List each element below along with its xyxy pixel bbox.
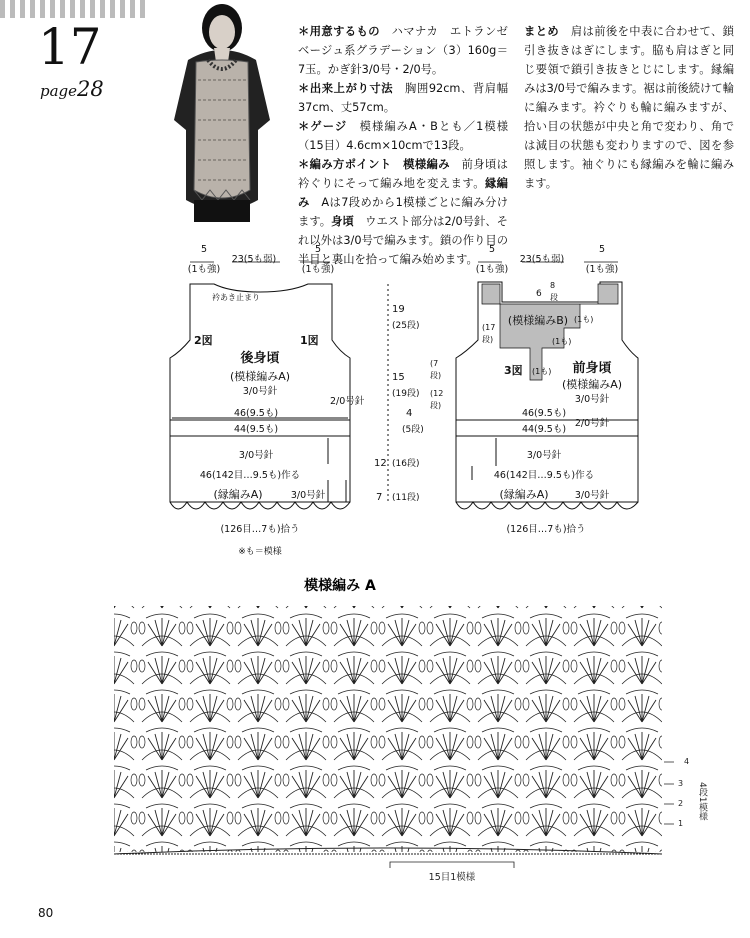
finish-heading: まとめ	[524, 25, 560, 38]
front-title: 前身頃	[572, 361, 612, 376]
back-width-44: 44(9.5も)	[233, 424, 279, 435]
edge-text: Aは7段めから1模様ごとに編み分けます。	[298, 196, 508, 228]
size-heading: ＊出来上がり寸法	[298, 82, 394, 95]
back-edging: (縁編みA)	[213, 488, 263, 501]
front-17: (17	[482, 323, 496, 332]
text-column-2	[524, 22, 734, 193]
back-needle-label: 3/0号針	[242, 386, 278, 397]
height-19-rows: (25段)	[392, 321, 420, 331]
back-width-46: 46(9.5も)	[233, 408, 279, 419]
back-fig2-label: 2図	[194, 334, 213, 347]
front-width-44: 44(9.5も)	[521, 424, 567, 435]
back-top-right-width: 5	[314, 244, 322, 255]
front-top-left-width: 5	[488, 244, 496, 255]
front-pick-up: (126目…7も)拾う	[506, 524, 586, 535]
back-pick-up: (126目…7も)拾う	[220, 524, 300, 535]
back-top-right-note: (1も強)	[301, 264, 335, 275]
front-1m-c: (1も)	[532, 367, 552, 376]
page-reference: page28	[40, 77, 104, 101]
front-edging-needle: 3/0号針	[574, 490, 610, 501]
gauge-heading: ＊ゲージ	[298, 120, 348, 133]
chart-row-4: 4	[684, 757, 690, 766]
front-17-rows: 段)	[482, 335, 494, 344]
finish-text: 肩は前後を中表に合わせて、鎖引き抜きはぎにします。脇も肩はぎと同じ要領で鎖引き抜きとじにします。縁編みは3/0号で編みます。裾は前後続けて輪に編みます。衿ぐりも輪に編みますが、拾い目の状態が中央と角で変わり、角では減目の状態も変わりますので、図を参照します。袖ぐりにも縁編みを輪に編みます。	[524, 25, 734, 190]
front-8: 8	[550, 281, 556, 290]
chart-stitch-repeat: 15目1模様	[428, 872, 476, 883]
back-fig1-label: 1図	[300, 334, 319, 347]
materials-heading: ＊用意するもの	[298, 25, 380, 38]
neck-stop-label: 衿あき止まり	[212, 293, 260, 302]
height-7: 7	[376, 492, 383, 503]
front-top-center-width: 23(5も弱)	[519, 254, 565, 265]
back-needle20-label: 2/0号針	[330, 396, 365, 407]
body-text: ウエスト部分は2/0号針、それ以外は3/0号で編みます。鎖の作り目の半目と裏山を拾って編み始めます。	[298, 215, 508, 266]
back-top-left-note: (1も強)	[187, 264, 221, 275]
front-top-right-width: 5	[598, 244, 606, 255]
edge-heading: 縁編み	[298, 177, 508, 209]
front-12-rows: 段)	[430, 401, 442, 410]
front-needle20-label: 2/0号針	[574, 418, 610, 429]
height-4-rows: (5段)	[402, 425, 424, 435]
chart-row-3: 3	[678, 779, 684, 788]
front-cast-on: 46(142目…9.5も)作る	[493, 470, 595, 481]
front-width-46: 46(9.5も)	[521, 408, 567, 419]
back-title: 後身頃	[240, 351, 280, 366]
model-photo	[158, 0, 286, 222]
height-12: 12	[374, 458, 387, 469]
chart-title: 模様編み A	[304, 578, 376, 594]
front-7-rows: 段)	[430, 371, 442, 380]
height-15-rows: (19段)	[392, 389, 420, 399]
size-text: 胸囲92cm、背肩幅37cm、丈57cm。	[298, 82, 508, 114]
back-edging-needle: 3/0号針	[290, 490, 326, 501]
height-15: 15	[392, 372, 405, 383]
front-pattern-label: (模様編みA)	[561, 378, 623, 391]
back-cast-on: 46(142目…9.5も)作る	[199, 470, 301, 481]
front-shoulder-6: 6	[536, 289, 542, 299]
motif-note: ※も＝模様	[238, 547, 282, 557]
back-waist-needle: 3/0号針	[238, 450, 274, 461]
back-top-center-width: 23(5も弱)	[231, 254, 277, 265]
height-4: 4	[406, 408, 413, 419]
front-8-rows: 段	[550, 293, 558, 302]
chart-row-repeat: 4段1模様	[697, 782, 707, 821]
points-subheading: 模様編み	[403, 158, 450, 171]
front-fig3-label: 3図	[504, 364, 523, 377]
chart-row-2: 2	[678, 799, 684, 808]
front-7: (7	[430, 359, 439, 368]
height-12-rows: (16段)	[392, 459, 420, 469]
pattern-b-label: (模様編みB)	[507, 314, 569, 327]
points-heading: ＊編み方ポイント	[298, 158, 392, 171]
schematic-diagram	[160, 240, 640, 560]
height-7-rows: (11段)	[392, 493, 420, 503]
points-text: 前身頃は衿ぐりにそって編み地を変えます。	[298, 158, 508, 190]
front-top-left-note: (1も強)	[475, 264, 509, 275]
front-1m-b: (1も)	[552, 337, 572, 346]
materials-text: ハマナカ エトランゼ ベージュ系グラデーション（3）160g＝7玉。かぎ針3/0号・2/0号。	[298, 25, 520, 76]
body-heading: 身頃	[331, 215, 354, 228]
text-column-1	[298, 22, 520, 269]
front-waist-needle: 3/0号針	[526, 450, 562, 461]
front-top-right-note: (1も強)	[585, 264, 619, 275]
chart-row-1: 1	[678, 819, 684, 828]
front-needle-label: 3/0号針	[574, 394, 610, 405]
header-stripes	[0, 0, 150, 18]
front-12: (12	[430, 389, 444, 398]
stitch-chart	[90, 572, 730, 892]
page-number: 80	[38, 906, 54, 920]
height-19: 19	[392, 304, 405, 315]
front-edging: (縁編みA)	[499, 488, 549, 501]
gauge-text: 模様編みA・Bとも／1模様（15目）4.6cm×10cmで13段。	[298, 120, 508, 152]
back-top-left-width: 5	[200, 244, 208, 255]
pattern-number: 17	[38, 18, 102, 76]
front-1m-a: (1も)	[574, 315, 594, 324]
back-pattern-label: (模様編みA)	[229, 370, 291, 383]
